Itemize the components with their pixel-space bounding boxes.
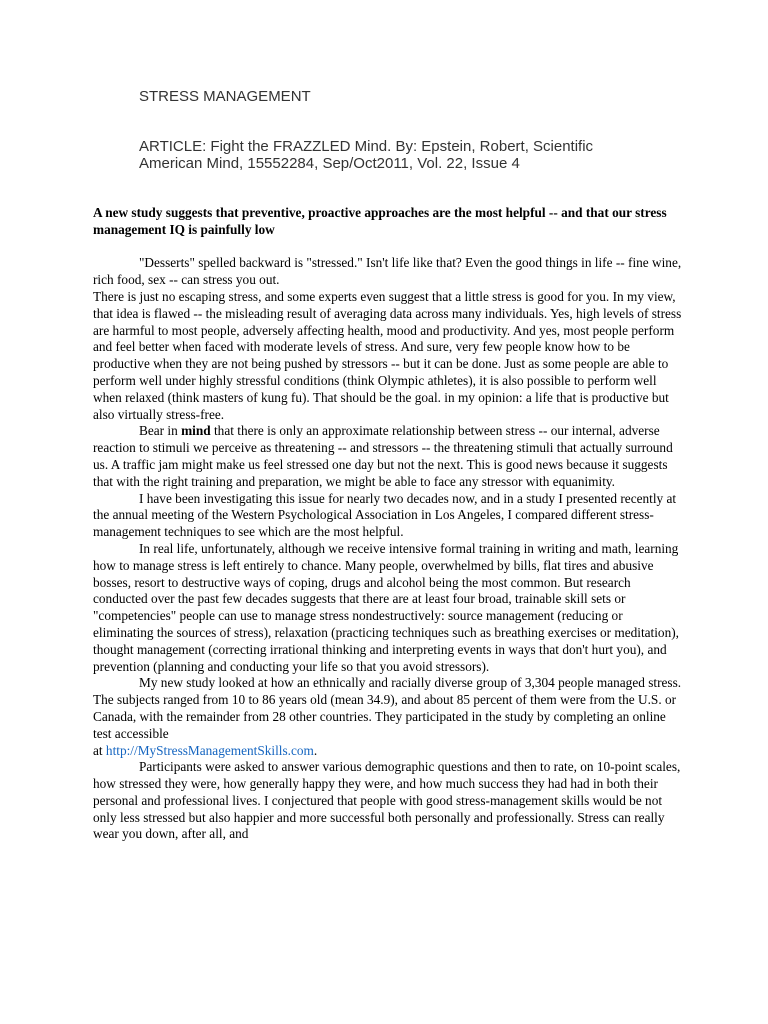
paragraph-3-bold-word: mind	[181, 423, 211, 439]
paragraph-5: In real life, unfortunately, although we receive intensive formal training in writing and math, learning how to manage stress is left entirely to chance. Many people, overwhelmed by bills, flat tires and abusive bosses, resort to destructive ways of coping, drugs and alcohol being the most common. But research conducted over the past few decades suggests that there are at least four broad, trainable skill sets or "competencies" people can use to manage stress nondestructively: source management (reducing or eliminating the sources of stress), relaxation (practicing techniques such as breathing exercises or meditation), thought management (correcting irrational thinking and interpreting events in ways that don't hurt you), and prevention (planning and conducting your life so that you avoid stressors).	[93, 540, 679, 674]
paragraph-4: I have been investigating this issue for nearly two decades now, and in a study I presented recently at the annual meeting of the Western Psychological Association in Los Angeles, I compared different stress-management techniques to see which are the most helpful.	[93, 490, 677, 540]
article-body	[93, 205, 683, 843]
paragraph-6	[93, 675, 683, 759]
paragraph-3-start: Bear in	[139, 423, 182, 439]
paragraph-6-at: at	[93, 742, 106, 758]
stress-skills-link[interactable]: http://MyStressManagementSkills.com	[105, 742, 314, 758]
paragraph-3-rest: that there is only an approximate relationship between stress -- our internal, adverse reaction to stimuli we perceive as threatening -- and stressors -- the threatening stimuli that actually surround us. A traffic jam might make us feel stressed one day but not the next. This is good news because it suggests that with the right training and preparation, we might be able to face any stressor with equanimity.	[93, 423, 673, 489]
article-lead: A new study suggests that preventive, proactive approaches are the most helpful -- and that our stress management IQ is painfully low	[93, 205, 667, 237]
article-citation: ARTICLE: Fight the FRAZZLED Mind. By: Epstein, Robert, Scientific American Mind, 15552284, Sep/Oct2011, Vol. 22, Issue 4	[139, 138, 594, 172]
paragraph-2: There is just no escaping stress, and some experts even suggest that a little stress is good for you. In my view, that idea is flawed -- the misleading result of averaging data across many individuals. Yes, high levels of stress are harmful to most people, adversely affecting health, mood and productivity. And yes, most people perform and feel better when faced with moderate levels of stress. And sure, very few people know how to be productive when they are not being pushed by stressors -- but it can be done. Just as some people are able to perform well under highly stressful conditions (think Olympic athletes), it is also possible to perform well when relaxed (think masters of kung fu). That should be the goal. in my opinion: a life that is productive but also virtually stress-free.	[93, 288, 682, 422]
section-title: STRESS MANAGEMENT	[139, 88, 311, 105]
paragraph-1: "Desserts" spelled backward is "stressed." Isn't life like that? Even the good things in life -- fine wine, rich food, sex -- can stress you out.	[93, 255, 682, 288]
paragraph-6-text: My new study looked at how an ethnically and racially diverse group of 3,304 people managed stress. The subjects ranged from 10 to 86 years old (mean 34.9), and about 85 percent of them were from the U.S. or Canada, with the remainder from 28 other countries. They participated in the study by completing an online test accessible	[93, 675, 682, 741]
paragraph-3	[93, 423, 683, 490]
paragraph-7: Participants were asked to answer various demographic questions and then to rate, on 10-point scales, how stressed they were, how generally happy they were, and how much success they had had in both their personal and professional lives. I conjectured that people with good stress-management skills would be not only less stressed but also happier and more successful both personally and professionally. Stress can really wear you down, after all, and	[93, 759, 681, 842]
paragraph-6-end: .	[313, 742, 318, 758]
